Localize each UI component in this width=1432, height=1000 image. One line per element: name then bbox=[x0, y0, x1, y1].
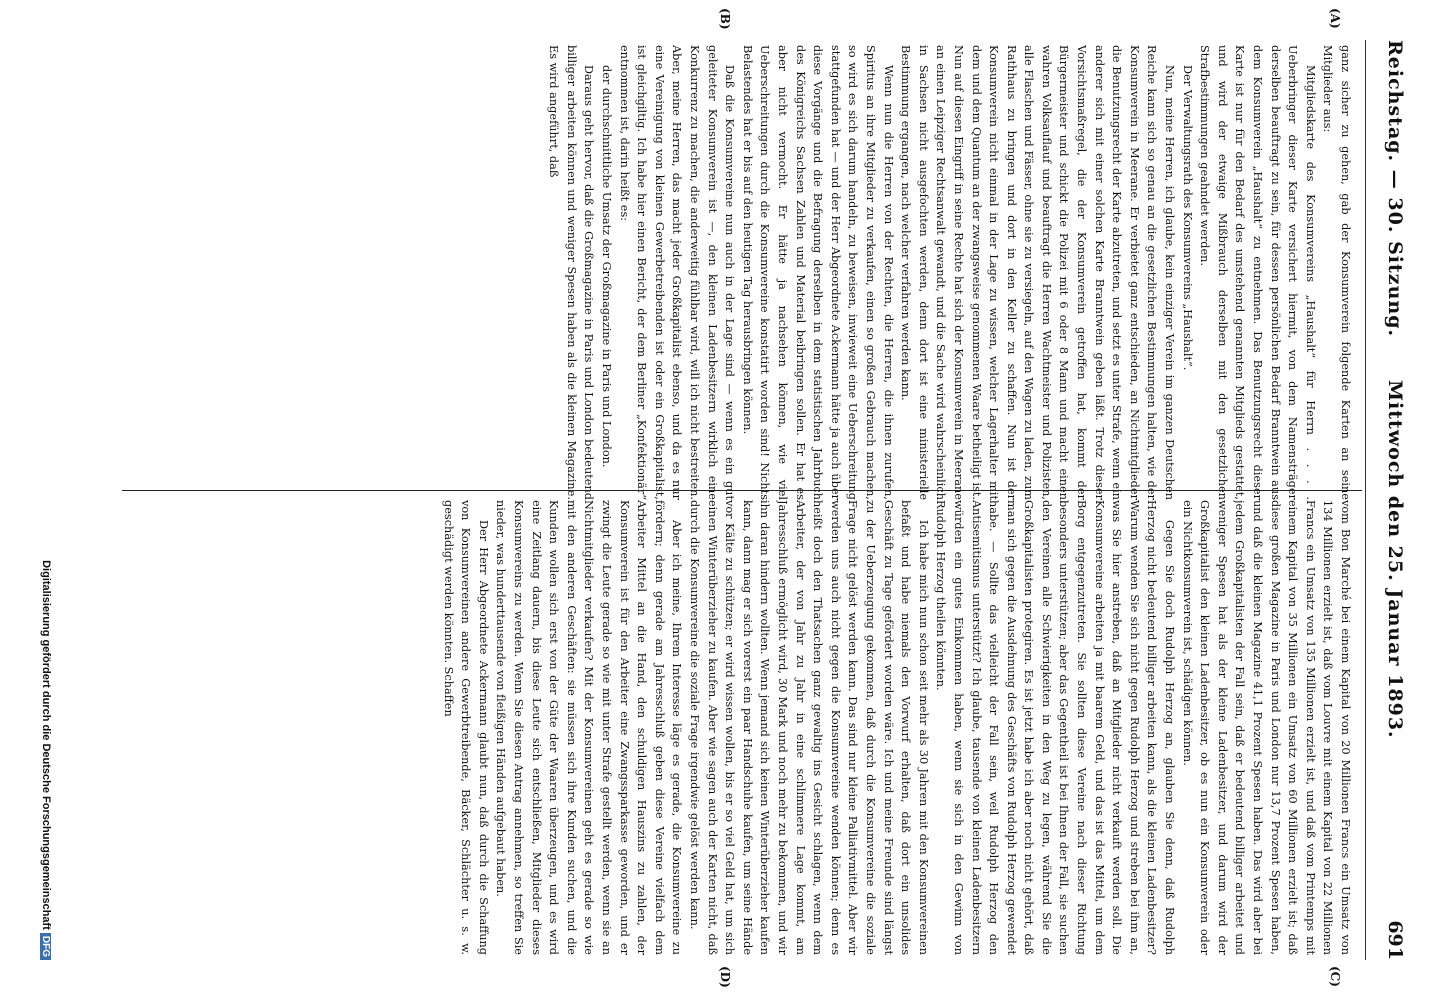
paragraph: Daß die Konsumvereine nun auch in der Lage sind — wenn es ein gut geleiteter Konsumverein ist —, den kleinen Ladenbesitzern wirklich eine Konkurrenz zu machen, die anderweitig fühlbar wird, will ich nicht bestreiten. Aber, meine Herren, das macht jeder Großkapitalist ebenso, und da es nur eine Vereinigung von kleinen Gewerbetreibenden ist oder ein Großkapitalist, ist gleichgiltig. Ich habe hier einen Bericht, der dem Berliner „Konfektionär“ entnommen ist, darin heißt es: bbox=[617, 45, 737, 500]
header-date: Mittwoch den 25. Januar 1893. bbox=[1384, 380, 1406, 739]
margin-marker-c: (C) bbox=[1328, 966, 1342, 987]
dfg-badge: DFG bbox=[40, 933, 51, 960]
header-session: Reichstag. — 30. Sitzung. bbox=[1384, 40, 1406, 338]
text-column-right bbox=[124, 500, 1354, 955]
paragraph: Wenn nun die Herren von der Rechten, die Herren, die ihnen zurufen, Spiritus an ihre Mitglieder zu verkaufen, einen so großen Gebrauch machen, so wird es sich darum handeln, zu beweisen, inwieweit eine Ueberschreitung stattgefunden hat — und der Herr Abgeordnete Ackermann hätte ja auch über diese Vorgänge und die Befragung derselben in dem statistischen Jahrbuch des Königreichs Sachsen Zahlen und Material beibringen sollen. Er hat es aber nicht vermocht. Er hätte ja nachsehen können, wie viel Ueberschreitungen durch die Konsumvereine konstatirt worden sind! Nichts Belastendes hat er bis auf den heutigen Tag herausbringen können. bbox=[740, 45, 895, 500]
paragraph: Mitgliedskarte des Konsumvereins „Haushalt“ für Herrn . . . . Ueberbringer dieser Karte versichert hiermit, von dem Namensträger derselben beauftragt zu sein, für dessen persönlichen Bedarf Branntwein aus dem Konsumverein „Haushalt“ zu entnehmen. Das Benutzungsrecht dieser Karte ist nur für den Bedarf des umstehend genannten Mitglieds gestattet, und wird der etwaige Mißbrauch derselben mit den gesetzlichen Strafbestimmungen geahndet werden. bbox=[1198, 45, 1317, 500]
page-number: 691 bbox=[1384, 920, 1406, 960]
paragraph: Daraus geht hervor, daß die Großmagazine in Paris und London bedeutend billiger arbeiten können und weniger Spesen haben als die kleinen Magazine. Es wird angeführt, daß bbox=[547, 45, 596, 500]
paragraph: Ich habe mich nun schon seit mehr als 30 Jahren mit den Konsumvereinen befaßt und habe niemals den Vorwurf erhalten, daß dort ein unsolides Geschäft zu Tage gefördert worden wäre. Ich und meine Freunde sind längst zu der Ueberzeugung gekommen, daß durch die Konsumvereine die soziale Frage nicht gelöst werden kann. Das sind nur kleine Palliativmittel. Aber wir werden uns auch nicht gegen die Konsumvereine wenden können; denn es heißt doch den Thatsachen ganz gewaltig ins Gesicht schlagen, wenn dem Arbeiter, der von Jahr zu Jahr in eine schlimmere Lage kommt, am Jahresschluß ermöglicht wird, 30 Mark und noch mehr zu bekommen, und wir ihn daran hindern wollten. Wenn jemand sich keinen Winterüberzieher kaufen kann, dann mag er sich vorerst ein paar Handschuhe kaufen, um seine Hände vor Kälte zu schützen; er wird wissen wollen, bis er so viel Geld hat, um sich einen Winterüberzieher zu kaufen. Aber wie sagen auch der Karten nicht, daß durch die Konsumvereine die soziale Frage irgendwie gelöst werden kann. bbox=[688, 500, 930, 955]
paragraph: Nun, meine Herren, ich glaube, kein einziger Verein im ganzen Deutschen Reiche kann sich so genau an die gesetzlichen Bestimmungen halten, wie der Konsumverein in Meerane. Er verbietet ganz entschieden, an Nichtmitglieder die Benutzungsrecht der Karte abzutreten, und setzt es unter Strafe, wenn ein anderer sich mit einer solchen Karte Branntwein geben läßt. Trotz dieser Vorsichtsmaßregel, die der Konsumverein getroffen hat, kommt der Bürgermeister und schickt die Polizei mit 6 oder 8 Mann und macht einen wahren Volksauflauf und beauftragt die Herren Wachtmeister und Polizisten, alle Flaschen und Fässer, ohne sie zu versiegeln, auf den Wagen zu laden, zum Rathhaus zu bringen und dort in den Keller zu schaffen. Nun ist der Konsumverein nicht einmal in der Lage zu wissen, welcher Lagerhalter mit dem und dem Quantum an der zwangsweise genommenen Waare betheiligt ist. Nun auf diesen Eingriff in seine Rechte hat sich der Konsumverein in Meerane an einen Leipziger Rechtsanwalt gewandt, und die Sache wird wahrscheinlich in Sachsen nicht ausgefochten werden, denn dort ist eine ministerielle Bestimmung ergangen, nach welcher verfahren werden kann. bbox=[899, 45, 1177, 500]
digitization-credit bbox=[40, 40, 52, 960]
paragraph: Aber ich meine, Ihrem Interesse läge es gerade, die Konsumvereine zu fördern; denn gerade am Jahresschluß geben diese Vereine vielfach dem Arbeiter Mittel an die Hand, den schuldigen Hauszins zu zahlen, der Konsumverein ist für den Arbeiter eine Zwangssparkasse geworden, und er zwingt die Leute gerade so wie mit unter Strafe gestellt werden, wenn sie an Nichtmitglieder verkaufen? Mit der Konsumvereinen geht es gerade so wie mit den anderen Geschäften: sie müssen sich ihre Kunden suchen, und die Kunden wollen sich erst von der Güte der Waaren überzeugen, und es wird eine Zeitlang dauern, bis diese Leute sich entschließen, Mitglieder dieses Konsumvereins zu werden. Wenn Sie diesen Antrag annehmen, so treffen Sie nieder, was hunderttausende von fleißigen Händen aufgebaut haben. bbox=[494, 500, 684, 955]
running-header bbox=[1370, 40, 1406, 960]
margin-marker-d: (D) bbox=[718, 966, 732, 988]
paragraph: Der Herr Abgeordnete Ackermann glaubt nun, daß durch die Schaffung von Konsumvereinen andere Gewerbtreibende, Bäcker, Schlächter u. s. w. geschädigt werden könnten. Schaffen bbox=[441, 500, 490, 955]
margin-marker-b: (B) bbox=[718, 8, 732, 30]
paragraph: vom Bon Marché bei einem Kapital von 20 Millionen Francs ein Umsatz von 134 Millionen erzielt ist, daß vom Louvre mit einem Kapital von 22 Millionen Francs ein Umsatz von 135 Millionen erzielt ist, und daß vom Printemps mit einem Kapital von 35 Millionen ein Umsatz von 60 Millionen erzielt ist; daß diese großen Magazine in Paris und London nur 13,7 Prozent Spesen haben, und daß die kleinen Magazine 41,1 Prozent Spesen haben. Das wird aber bei jedem Großkapitalisten der Fall sein, daß er bedeutend billiger arbeitet und weniger Spesen hat als der kleine Ladenbesitzer, und darum wird der Großkapitalist den kleinen Ladenbesitzer, ob es nun ein Konsumverein oder ein Nichtkonsumverein ist, schädigen können. bbox=[1180, 500, 1352, 955]
margin-marker-a: (A) bbox=[1328, 8, 1342, 29]
header-rule bbox=[1365, 40, 1366, 960]
paragraph: der durchschnittliche Umsatz der Großmagazine in Paris und London. bbox=[600, 65, 614, 468]
credit-text: Digitalisierung gefördert durch die Deutsche Forschungsgemeinschaft bbox=[40, 560, 52, 930]
paragraph: ganz sicher zu gehen, gab der Konsumverein folgende Karten an seine Mitglieder aus: bbox=[1321, 45, 1352, 500]
paragraph: Gegen Sie doch Rudolph Herzog an, glauben Sie denn, daß Rudolph Herzog nicht bedeutend billiger arbeiten kann, als die kleinen Ladenbesitzer? Warum wenden Sie sich nicht gegen Rudolph Herzog und streben bei ihm an, was Sie hier anstreben, daß an Mitglieder nicht verkauft werden soll. Die Konsumvereine arbeiten ja mit baarem Geld, und das ist das Mittel, um dem Borg entgegenzutreten. Sie sollten diese Vereine nach dieser Richtung besonders unterstützen; aber das Gegentheil ist bei Ihnen der Fall, sie suchen den Vereinen alle Schwierigkeiten in den Weg zu legen, während Sie die Großkapitalisten protegiren. Es ist jetzt habe ich aber noch nicht gehört, daß man sich gegen die Ausdehnung des Geschäfts von Rudolph Herzog gewendet habe. — Sollte das vielleicht der Fall sein, weil Rudolph Herzog den Antisemitismus unterstützt? Ich glaube, tausende von kleinen Ladenbesitzern würden ein gutes Einkommen haben, wenn sie sich in den Gewinn von Rudolph Herzog theilen könnten. bbox=[934, 500, 1177, 955]
column-divider bbox=[122, 490, 1362, 491]
paragraph: Der Verwaltungsrath des Konsumvereins „Haushalt“. bbox=[1180, 65, 1194, 371]
text-column-left bbox=[124, 45, 1354, 500]
